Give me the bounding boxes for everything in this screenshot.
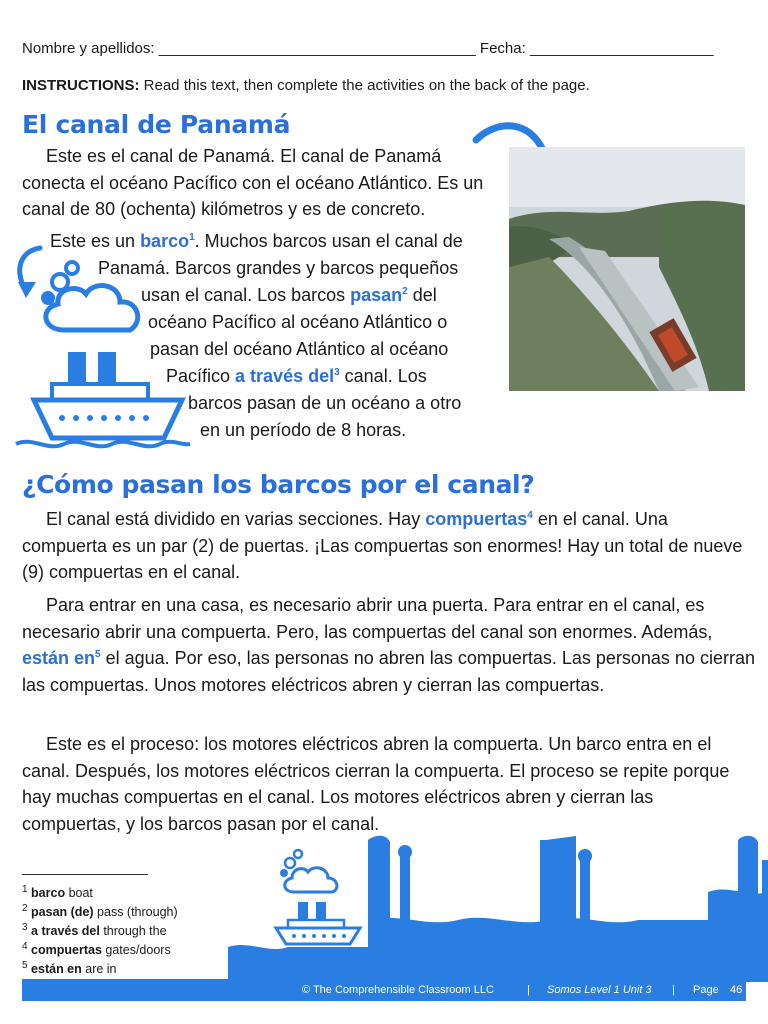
- section-title-como-pasan: ¿Cómo pasan los barcos por el canal?: [22, 470, 535, 499]
- section-title-canal: El canal de Panamá: [22, 110, 291, 139]
- barcos-line-6: Pacífico a través del$^3$ canal. Los: [166, 366, 427, 386]
- date-label: Fecha:: [479, 40, 526, 57]
- footnote-2: $^2$ pasan (de) pass (through): [22, 902, 178, 919]
- keyword-pasan: pasan: [350, 285, 403, 305]
- paragraph-compuertas: El canal está dividido en varias secciones. Hay compuertas$^4$ en el canal. Una compuerta es un par (2) de puertas. ¡Las compuertas son enormes! Hay un total de nueve (9) compuertas en el canal.: [22, 509, 743, 582]
- footnote-5: $^5$ están en are in: [22, 959, 117, 976]
- footer-series: Somos Level 1 Unit 3: [547, 984, 652, 996]
- barcos-line-2: Panamá. Barcos grandes y barcos pequeños: [98, 258, 459, 278]
- footer-separator-1: |: [527, 984, 530, 996]
- paragraph-entrar: Para entrar en una casa, es necesario abrir una puerta. Para entrar en el canal, es necesario abrir una compuerta. Pero, las compuertas del canal son enormes. Además, están $en^5$ el agua. Por eso, las personas no abren las compuertas. Las personas no cierran las compuertas. Unos motores eléctricos abren y cierran las compuertas.: [22, 595, 755, 695]
- instructions-text: Read this text, then complete the activities on the back of the page.: [139, 77, 590, 94]
- keyword-a-traves-del: a través del: [235, 366, 335, 386]
- small-steamship-illustration: [268, 846, 368, 946]
- barcos-line-5: pasan del océano Atlántico al océano: [150, 339, 449, 359]
- barcos-line-3: usan el canal. Los barcos pasan$^2$ del: [141, 285, 437, 305]
- footer-bar: [22, 979, 746, 1001]
- name-blank[interactable]: ______________________________________: [158, 40, 476, 57]
- footnote-1: $^1$ barco boat: [22, 883, 93, 900]
- paragraph-proceso: Este es el proceso: los motores eléctricos abren la compuerta. Un barco entra en el canal. Después, los motores eléctricos cierran la compuerta. El proceso se repite porque hay muchas compuertas en el canal. Los motores eléctricos abren y cierran las compuertas, y los barcos pasan por el canal.: [22, 734, 730, 834]
- footnote-divider: [22, 874, 148, 875]
- keyword-compuertas: compuertas: [425, 509, 528, 529]
- instructions-label: INSTRUCTIONS:: [22, 77, 140, 94]
- footer-copyright: © The Comprehensible Classroom LLC: [302, 984, 494, 996]
- barcos-line-8: en un período de 8 horas.: [200, 420, 407, 440]
- paragraph-intro: Este es el canal de Panamá. El canal de Panamá conecta el océano Pacífico con el océano Atlántico. Es un canal de 80 (ochenta) kilómetros y es de concreto.: [22, 146, 484, 219]
- barcos-line-1: Este es un barco$^1$. Muchos barcos usan el canal de: [50, 231, 463, 251]
- keyword-barco: barco: [140, 231, 190, 251]
- footnote-4: $^4$ compuertas gates/doors: [22, 940, 171, 957]
- footer-page-label: Page: [693, 984, 719, 996]
- steamship-illustration: [12, 242, 192, 452]
- date-blank[interactable]: ______________________: [529, 40, 714, 57]
- footer-separator-2: |: [672, 984, 675, 996]
- footnote-3: $^3$ a través del through the: [22, 921, 167, 938]
- footer-page-number: 46: [730, 984, 743, 996]
- keyword-estan-en: están en: [22, 648, 96, 668]
- name-label: Nombre y apellidos:: [22, 40, 155, 57]
- barcos-line-4: océano Pacífico al océano Atlántico o: [148, 312, 448, 332]
- barcos-line-7: barcos pasan de un océano a otro: [188, 393, 462, 413]
